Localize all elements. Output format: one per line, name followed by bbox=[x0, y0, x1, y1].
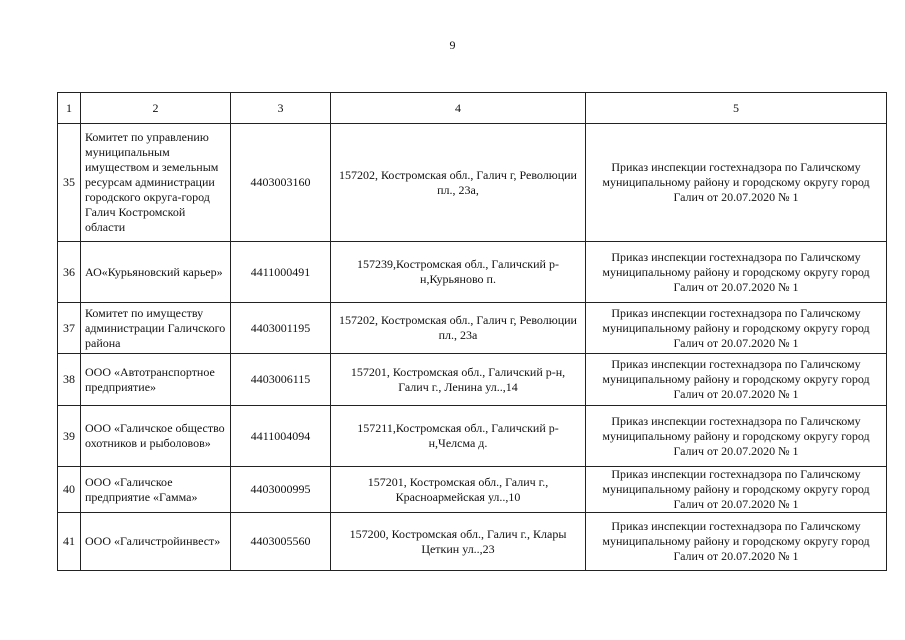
inn-code: 4403006115 bbox=[231, 354, 331, 406]
order-document: Приказ инспекции гостехнадзора по Галичскому муниципальному району и городскому округу город Галич от 20.07.2020 № 1 bbox=[586, 124, 887, 242]
header-cell-1: 1 bbox=[58, 93, 81, 124]
inn-code: 4403001195 bbox=[231, 303, 331, 354]
address: 157202, Костромская обл., Галич г, Революции пл., 23а, bbox=[331, 124, 586, 242]
organization-name: Комитет по управлению муниципальным имуществом и земельным ресурсам администрации городского округа-город Галич Костромской области bbox=[81, 124, 231, 242]
header-cell-3: 3 bbox=[231, 93, 331, 124]
organization-name: АО«Курьяновский карьер» bbox=[81, 242, 231, 303]
inn-code: 4411004094 bbox=[231, 406, 331, 467]
table-row bbox=[58, 124, 887, 242]
page-number: 9 bbox=[449, 38, 456, 52]
header-row bbox=[58, 93, 887, 124]
address: 157202, Костромская обл., Галич г, Революции пл., 23а bbox=[331, 303, 586, 354]
organization-name: ООО «Автотранспортное предприятие» bbox=[81, 354, 231, 406]
order-document: Приказ инспекции гостехнадзора по Галичскому муниципальному району и городскому округу город Галич от 20.07.2020 № 1 bbox=[586, 513, 887, 571]
order-document: Приказ инспекции гостехнадзора по Галичскому муниципальному району и городскому округу город Галич от 20.07.2020 № 1 bbox=[586, 242, 887, 303]
inn-code: 4411000491 bbox=[231, 242, 331, 303]
table-row bbox=[58, 406, 887, 467]
organization-name: ООО «Галичское предприятие «Гамма» bbox=[81, 467, 231, 513]
inn-code: 4403000995 bbox=[231, 467, 331, 513]
row-number: 40 bbox=[58, 467, 81, 513]
header-cell-5: 5 bbox=[586, 93, 887, 124]
organization-name: ООО «Галичстройинвест» bbox=[81, 513, 231, 571]
row-number: 39 bbox=[58, 406, 81, 467]
table-row bbox=[58, 354, 887, 406]
organization-name: ООО «Галичское общество охотников и рыболовов» bbox=[81, 406, 231, 467]
address: 157200, Костромская обл., Галич г., Клары Цеткин ул..,23 bbox=[331, 513, 586, 571]
table-row bbox=[58, 303, 887, 354]
order-document: Приказ инспекции гостехнадзора по Галичскому муниципальному району и городскому округу город Галич от 20.07.2020 № 1 bbox=[586, 467, 887, 513]
address: 157201, Костромская обл., Галич г., Красноармейская ул..,10 bbox=[331, 467, 586, 513]
order-document: Приказ инспекции гостехнадзора по Галичскому муниципальному району и городскому округу город Галич от 20.07.2020 № 1 bbox=[586, 406, 887, 467]
registry-table bbox=[57, 92, 887, 571]
address: 157239,Костромская обл., Галичский р-н,Курьяново п. bbox=[331, 242, 586, 303]
organization-name: Комитет по имуществу администрации Галичского района bbox=[81, 303, 231, 354]
inn-code: 4403003160 bbox=[231, 124, 331, 242]
row-number: 36 bbox=[58, 242, 81, 303]
table-row bbox=[58, 242, 887, 303]
header-cell-4: 4 bbox=[331, 93, 586, 124]
table-row bbox=[58, 467, 887, 513]
row-number: 38 bbox=[58, 354, 81, 406]
row-number: 35 bbox=[58, 124, 81, 242]
row-number: 37 bbox=[58, 303, 81, 354]
order-document: Приказ инспекции гостехнадзора по Галичскому муниципальному району и городскому округу город Галич от 20.07.2020 № 1 bbox=[586, 354, 887, 406]
address: 157201, Костромская обл., Галичский р-н, Галич г., Ленина ул..,14 bbox=[331, 354, 586, 406]
header-cell-2: 2 bbox=[81, 93, 231, 124]
inn-code: 4403005560 bbox=[231, 513, 331, 571]
row-number: 41 bbox=[58, 513, 81, 571]
address: 157211,Костромская обл., Галичский р-н,Челсма д. bbox=[331, 406, 586, 467]
table-row bbox=[58, 513, 887, 571]
order-document: Приказ инспекции гостехнадзора по Галичскому муниципальному району и городскому округу город Галич от 20.07.2020 № 1 bbox=[586, 303, 887, 354]
